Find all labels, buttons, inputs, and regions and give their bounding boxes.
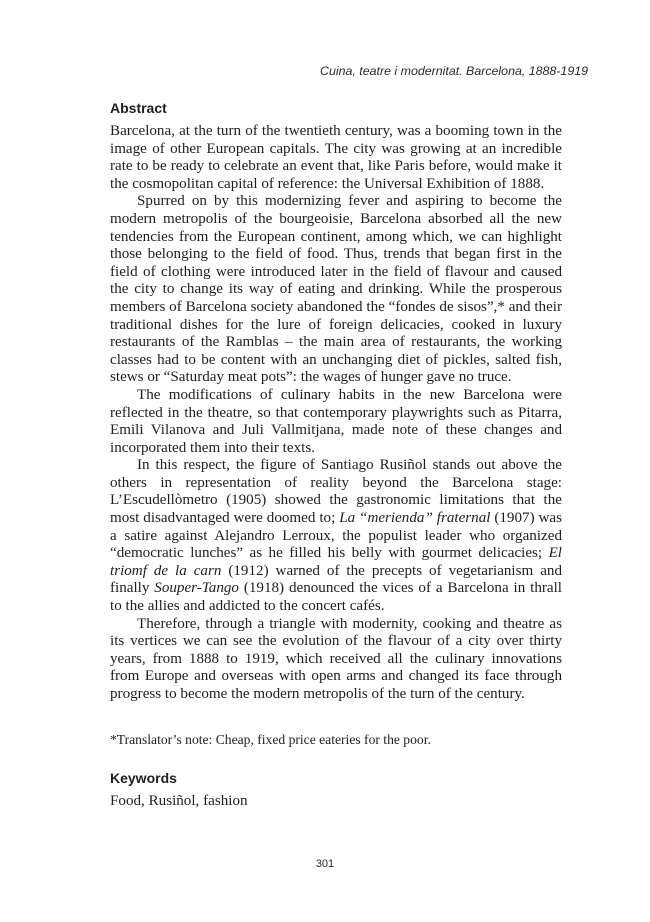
abstract-paragraph-3: The modifications of culinary habits in the new Barcelona were reflected in the theatre, so that contemporary playwrights such as Pitarra, Emili Vilanova and Juli Vallmitjana, made note of these changes and incorporated them into their texts. — [110, 386, 562, 456]
abstract-paragraph-1: Barcelona, at the turn of the twentieth century, was a booming town in the image of other European capitals. The city was growing at an incredible rate to be ready to celebrate an event that, like Paris before, would make it the cosmopolitan capital of reference: the Universal Exhibition of 1888. — [110, 123, 562, 192]
paragraph-4-text-3: (1912) warned of the precepts of vegetarianism and finally — [110, 562, 562, 597]
abstract-paragraph-4 — [110, 457, 562, 615]
abstract-body — [110, 123, 562, 704]
abstract-paragraph-2: Spurred on by this modernizing fever and aspiring to become the modern metropolis of the bourgeoisie, Barcelona absorbed all the new tendencies from the European continent, among which, we can highlight those belonging to the field of food. Thus, trends that began first in the field of clothing were introduced later in the field of flavour and caused the city to change its way of eating and drinking. While the prosperous members of Barcelona society abandoned the “fondes de sisos”,* and their traditional dishes for the lure of foreign delicacies, cooked in luxury restaurants of the Ramblas – the main area of restaurants, the working classes had to be content with an unchanging diet of pickles, salted fish, stews or “Saturday meat pots”: the wages of hunger gave no truce. — [110, 193, 562, 386]
paragraph-4-text-1: In this respect, the figure of Santiago Rusiñol stands out above the others in representation of reality beyond the Barcelona stage: L’Escudellòmetro (1905) showed the gastronomic limitations that the most disadvantaged were doomed to; — [110, 457, 562, 527]
play-title-la-merienda-fraternal: La “merienda” fraternal — [339, 510, 491, 527]
running-header: Cuina, teatre i modernitat. Barcelona, 1888-1919 — [320, 64, 588, 78]
play-title-el-triomf-de-la-carn: El triomf de la carn — [110, 545, 562, 579]
play-title-souper-tango: Souper-Tango — [154, 580, 239, 597]
keywords-heading: Keywords — [110, 770, 177, 786]
page-number: 301 — [315, 858, 335, 870]
keywords-list: Food, Rusiñol, fashion — [110, 793, 248, 809]
paragraph-4-text-4: (1918) denounced the vices of a Barcelona in thrall to the allies and addicted to the concert cafés. — [110, 580, 562, 615]
abstract-heading: Abstract — [110, 100, 167, 116]
translator-footnote: *Translator’s note: Cheap, fixed price eateries for the poor. — [110, 732, 431, 747]
paragraph-4-text-2: (1907) was a satire against Alejandro Lerroux, the populist leader who organized “democratic lunches” as he filled his belly with gourmet delicacies; — [110, 510, 562, 562]
abstract-paragraph-5: Therefore, through a triangle with modernity, cooking and theatre as its vertices we can see the evolution of the flavour of a city over thirty years, from 1888 to 1919, which received all the culinary innovations from Europe and overseas with open arms and changed its face through progress to become the modern metropolis of the turn of the century. — [110, 615, 562, 702]
